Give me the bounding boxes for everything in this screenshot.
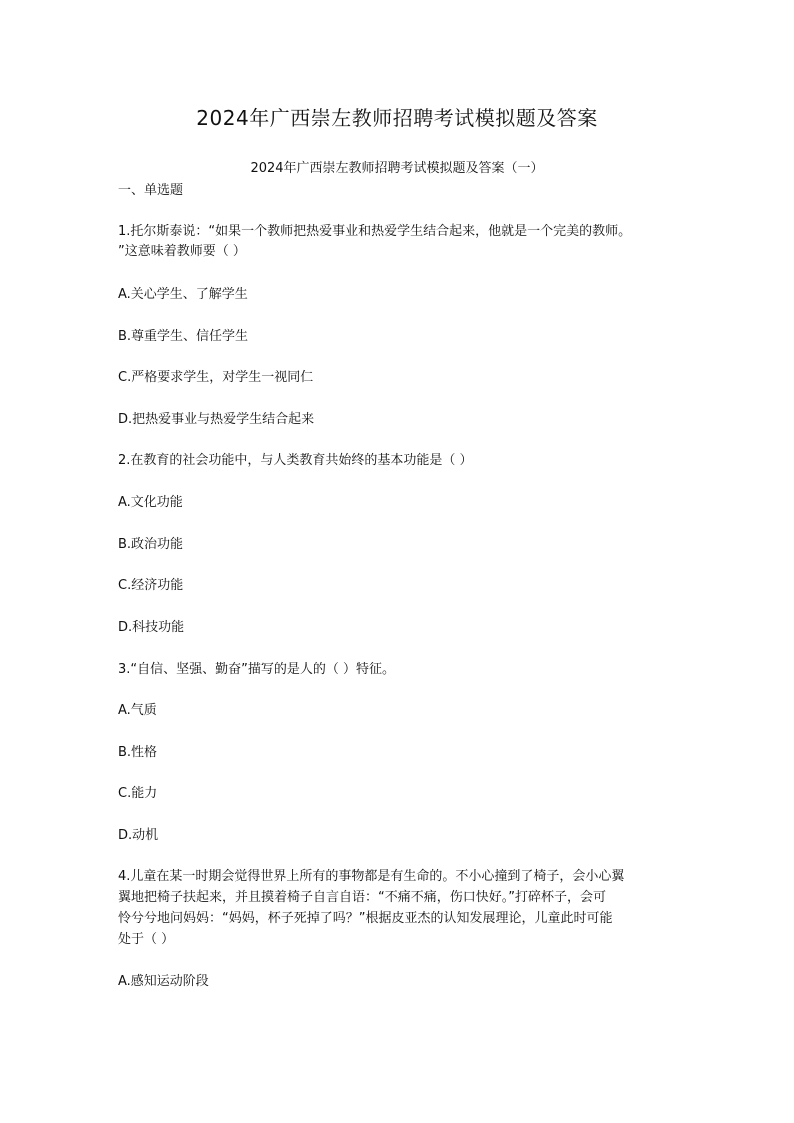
question-1-stem-line-2: ”这意味着教师要（ ） <box>118 244 246 259</box>
question-2-option-c: C.经济功能 <box>118 578 184 593</box>
question-1-option-d: D.把热爱事业与热爱学生结合起来 <box>118 412 315 427</box>
document-subtitle: 2024年广西崇左教师招聘考试模拟题及答案（一） <box>250 161 544 176</box>
question-3-option-b: B.性格 <box>118 745 158 760</box>
question-2-option-b: B.政治功能 <box>118 537 184 552</box>
question-4-stem-line-4: 处于（ ） <box>118 932 175 947</box>
question-1-option-c: C.严格要求学生，对学生一视同仁 <box>118 370 314 385</box>
question-4-stem-line-2: 翼地把椅子扶起来，并且摸着椅子自言自语：“不痛不痛，伤口快好。”打碎杯子，会可 <box>118 890 606 905</box>
question-3-stem-line-1: 3.“自信、坚强、勤奋”描写的是人的（ ）特征。 <box>118 662 396 677</box>
question-3-option-d: D.动机 <box>118 828 159 843</box>
question-4-stem-line-1: 4.儿童在某一时期会觉得世界上所有的事物都是有生命的。不小心撞到了椅子，会小心翼 <box>118 869 625 884</box>
document-title: 2024年广西崇左教师招聘考试模拟题及答案 <box>196 106 598 130</box>
question-2-stem-line-1: 2.在教育的社会功能中，与人类教育共始终的基本功能是（ ） <box>118 453 473 468</box>
question-4-stem-line-3: 怜兮兮地问妈妈：“妈妈，杯子死掉了吗？”根据皮亚杰的认知发展理论，儿童此时可能 <box>118 911 613 926</box>
question-1-stem-line-1: 1.托尔斯泰说：“如果一个教师把热爱事业和热爱学生结合起来，他就是一个完美的教师。 <box>118 224 632 239</box>
question-1-option-b: B.尊重学生、信任学生 <box>118 329 249 344</box>
section-heading: 一、单选题 <box>118 183 184 198</box>
question-4-option-a: A.感知运动阶段 <box>118 974 209 989</box>
question-1-option-a: A.关心学生、了解学生 <box>118 287 248 302</box>
question-2-option-a: A.文化功能 <box>118 495 183 510</box>
question-3-option-a: A.气质 <box>118 703 157 718</box>
question-3-option-c: C.能力 <box>118 786 158 801</box>
question-2-option-d: D.科技功能 <box>118 620 185 635</box>
